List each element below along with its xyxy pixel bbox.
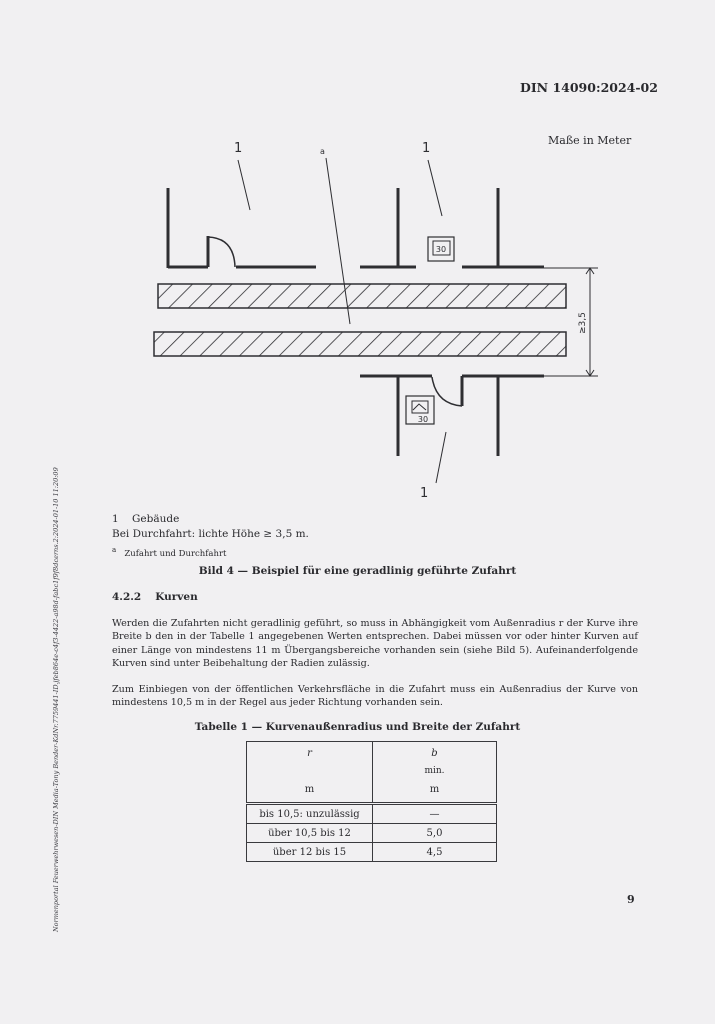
callout-a: a [320, 147, 325, 156]
header-symbol-r: r [307, 748, 312, 759]
legend-key-row [112, 512, 309, 527]
paragraph-curves-width: Werden die Zufahrten nicht geradlinig geführt, so muss in Abhängigkeit vom Außenradius r der Kurve ihre Breite b den in der Tabelle 1 angegebenen Werten entsprechen. Dabei müssen vor oder hinter Kurven auf einer Länge von mindestens 11 m Übergangsbereiche vorhanden sein (siehe Bild 5). Aufeinanderfolgende Kurven sind unter Beibehaltung der Radien zulässig. [112, 618, 638, 669]
building-top-left [168, 188, 316, 268]
paragraph-turning-radius: Zum Einbiegen von der öffentlichen Verkehrsfläche in die Zufahrt muss ein Außenradius der Kurve von mindestens 10,5 m in der Regel aus jeder Richtung vorhanden sein. [112, 684, 638, 709]
legend-key-text: Gebäude [132, 513, 180, 525]
header-unit-b: m [429, 784, 440, 795]
leader-lines [238, 158, 446, 483]
dimension-label: ≥3,5 [578, 312, 588, 334]
cell-r: über 12 bis 15 [247, 843, 373, 862]
sign-value-top: 30 [435, 245, 447, 254]
cell-r: über 10,5 bis 12 [247, 824, 373, 843]
section-number: 4.2.2 [112, 591, 142, 603]
section-title: Kurven [155, 591, 198, 603]
table-row [247, 824, 497, 843]
legend-footnote [112, 542, 309, 562]
figure-4-drawing [140, 138, 610, 503]
road-strip-lower [154, 332, 566, 356]
footnote-mark: a [112, 545, 117, 554]
building-bottom [360, 376, 544, 456]
footnote-text: Zufahrt und Durchfahrt [124, 548, 227, 559]
sign-value-bottom: 30 [417, 415, 429, 424]
cell-b: 4,5 [373, 843, 497, 862]
legend-note: Bei Durchfahrt: lichte Höhe ≥ 3,5 m. [112, 528, 309, 540]
table-header-row [247, 742, 497, 804]
figure-caption: Bild 4 — Beispiel für eine geradlinig geführte Zufahrt [198, 565, 517, 577]
table-caption: Tabelle 1 — Kurvenaußenradius und Breite der Zufahrt [194, 721, 521, 733]
callout-1-bottom: 1 [420, 486, 429, 501]
section-heading [112, 591, 198, 603]
building-top-middle [360, 188, 416, 268]
units-note: Maße in Meter [548, 134, 632, 147]
callout-1-top-left: 1 [234, 141, 243, 156]
table-row [247, 804, 497, 824]
building-top-right [462, 188, 544, 268]
table-1 [246, 741, 497, 862]
speed-sign-bottom-icon [406, 396, 434, 424]
figure-legend [112, 512, 309, 562]
cell-r: bis 10,5: unzulässig [247, 804, 373, 824]
header-cell-b [373, 742, 497, 804]
header-symbol-b: b [431, 748, 438, 759]
side-watermark: Normenportal Feuerwehrwesen-DIN Media-Tony Bender-KdNr.7759441-ID.jfeb864e-c4f3-4422-a98d-fabc1f9f8dcerns.2:2024-01-10 11:20:09 [52, 467, 60, 932]
header-qualifier-b: min. [424, 766, 445, 776]
speed-sign-top-icon [428, 237, 454, 261]
page-number: 9 [627, 893, 635, 906]
cell-b: — [373, 804, 497, 824]
cell-b: 5,0 [373, 824, 497, 843]
callout-1-top-right: 1 [422, 141, 431, 156]
road-strip-upper [158, 284, 566, 308]
table-row [247, 843, 497, 862]
header-unit-r: m [304, 784, 315, 795]
legend-key-number: 1 [112, 513, 119, 525]
header-cell-r [247, 742, 373, 804]
document-id: DIN 14090:2024-02 [520, 80, 658, 95]
